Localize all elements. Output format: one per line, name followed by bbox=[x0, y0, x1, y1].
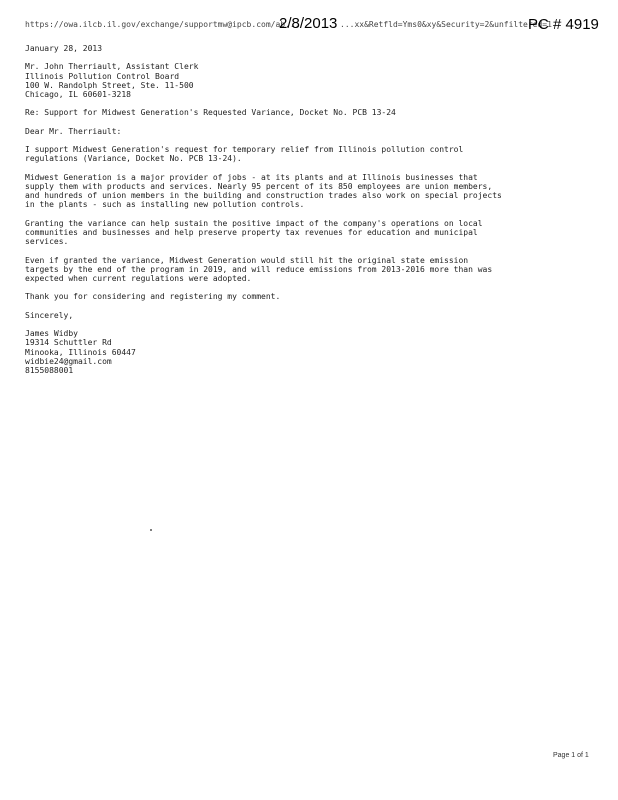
paragraph-4-line: targets by the end of the program in 2019, and will reduce emissions from 2013-2016 more than was bbox=[25, 264, 493, 274]
recipient-city: Chicago, IL 60601-3218 bbox=[25, 90, 131, 99]
signer-email: widbie24@gmail.com bbox=[25, 356, 112, 366]
fax-header-url-right: ...xx&Retfld=Yms0&xy&Security=2&unfiltered=1 bbox=[340, 20, 552, 29]
paragraph-3-line: Granting the variance can help sustain the positive impact of the company's operations on local bbox=[25, 218, 483, 228]
scan-speck bbox=[150, 529, 152, 531]
paragraph-1-line: I support Midwest Generation's request for temporary relief from Illinois pollution control bbox=[25, 145, 464, 155]
paragraph-3-line: services. bbox=[25, 237, 69, 247]
paragraph-1-line: regulations (Variance, Docket No. PCB 13-24). bbox=[25, 154, 242, 164]
sign-off: Sincerely, bbox=[25, 310, 74, 320]
paragraph-2-line: and hundreds of union members in the building and construction trades also work on special projects bbox=[25, 191, 502, 201]
signer-phone: 8155088001 bbox=[25, 365, 74, 375]
signer-name: James Widby bbox=[25, 329, 78, 339]
signer-city: Minooka, Illinois 60447 bbox=[25, 347, 136, 357]
paragraph-2-line: Midwest Generation is a major provider of jobs - at its plants and at Illinois businesses that bbox=[25, 172, 478, 182]
pc-number: PC # 4919 bbox=[528, 16, 599, 33]
fax-header-date: 2/8/2013 bbox=[279, 15, 338, 32]
fax-header-url-left: https://owa.ilcb.il.gov/exchange/supportmw@ipcb.com/ab... bbox=[25, 20, 300, 29]
closing-request: Thank you for considering and registering my comment. bbox=[25, 292, 281, 302]
salutation: Dear Mr. Therriault: bbox=[25, 126, 122, 136]
paragraph-3-line: communities and businesses and help preserve property tax revenues for education and municipal bbox=[25, 227, 478, 237]
recipient-organization: Illinois Pollution Control Board bbox=[25, 71, 180, 81]
recipient-name: Mr. John Therriault, Assistant Clerk bbox=[25, 62, 199, 72]
paragraph-4-line: Even if granted the variance, Midwest Generation would still hit the original state emission bbox=[25, 255, 469, 265]
subject-line: Re: Support for Midwest Generation's Requested Variance, Docket No. PCB 13-24 bbox=[25, 108, 396, 118]
paragraph-2-line: in the plants - such as installing new pollution controls. bbox=[25, 200, 305, 210]
recipient-street: 100 W. Randolph Street, Ste. 11-500 bbox=[25, 80, 194, 90]
letter-date: January 28, 2013 bbox=[25, 44, 103, 53]
paragraph-2-line: supply them with products and services. Nearly 95 percent of its 850 employees are union members, bbox=[25, 181, 493, 191]
paragraph-4-line: expected when current regulations were adopted. bbox=[25, 273, 252, 283]
letter-body bbox=[25, 44, 591, 375]
signer-street: 19314 Schuttler Rd bbox=[25, 338, 112, 348]
page-number: Page 1 of 1 bbox=[553, 752, 589, 759]
